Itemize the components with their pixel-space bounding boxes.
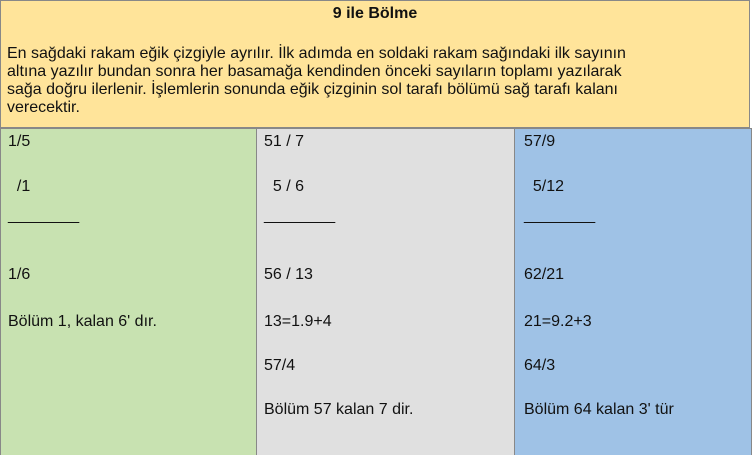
dividend-line: 1/5 <box>8 133 31 150</box>
header-panel <box>0 0 750 128</box>
final-line: 64/3 <box>524 357 556 374</box>
answer-line: Bölüm 57 kalan 7 dir. <box>264 401 414 418</box>
description-line: En sağdaki rakam eğik çizgiyle ayrılır. İlk adımda en soldaki rakam sağındaki ilk sayının <box>7 45 626 62</box>
example-column-1 <box>0 128 256 455</box>
result-line: 62/21 <box>524 266 565 283</box>
example-column-2 <box>256 128 514 455</box>
result-line: 1/6 <box>8 266 31 283</box>
description-line: verecektir. <box>7 99 80 116</box>
carry-line: 5 / 6 <box>264 178 305 195</box>
final-line: 57/4 <box>264 357 296 374</box>
answer-line: Bölüm 1, kalan 6' dır. <box>8 313 157 330</box>
page-title: 9 ile Bölme <box>332 5 418 22</box>
separator-line: ________ <box>524 207 596 224</box>
description <box>7 45 742 117</box>
answer-line: Bölüm 64 kalan 3' tür <box>524 401 674 418</box>
description-line: sağa doğru ilerlenir. İşlemlerin sonunda eğik çizginin sol tarafı bölümü sağ tarafı kalanı <box>7 81 618 98</box>
separator-line: ________ <box>8 207 80 224</box>
dividend-line: 57/9 <box>524 133 556 150</box>
correction-line: 21=9.2+3 <box>524 313 592 330</box>
dividend-line: 51 / 7 <box>264 133 305 150</box>
description-line: altına yazılır bundan sonra her basamağa kendinden önceki sayıların toplamı yazılarak <box>7 63 622 80</box>
correction-line: 13=1.9+4 <box>264 313 332 330</box>
example-column-3 <box>514 128 752 455</box>
result-line: 56 / 13 <box>264 266 313 283</box>
carry-line: /1 <box>8 178 31 195</box>
separator-line: ________ <box>264 207 336 224</box>
carry-line: 5/12 <box>524 178 565 195</box>
